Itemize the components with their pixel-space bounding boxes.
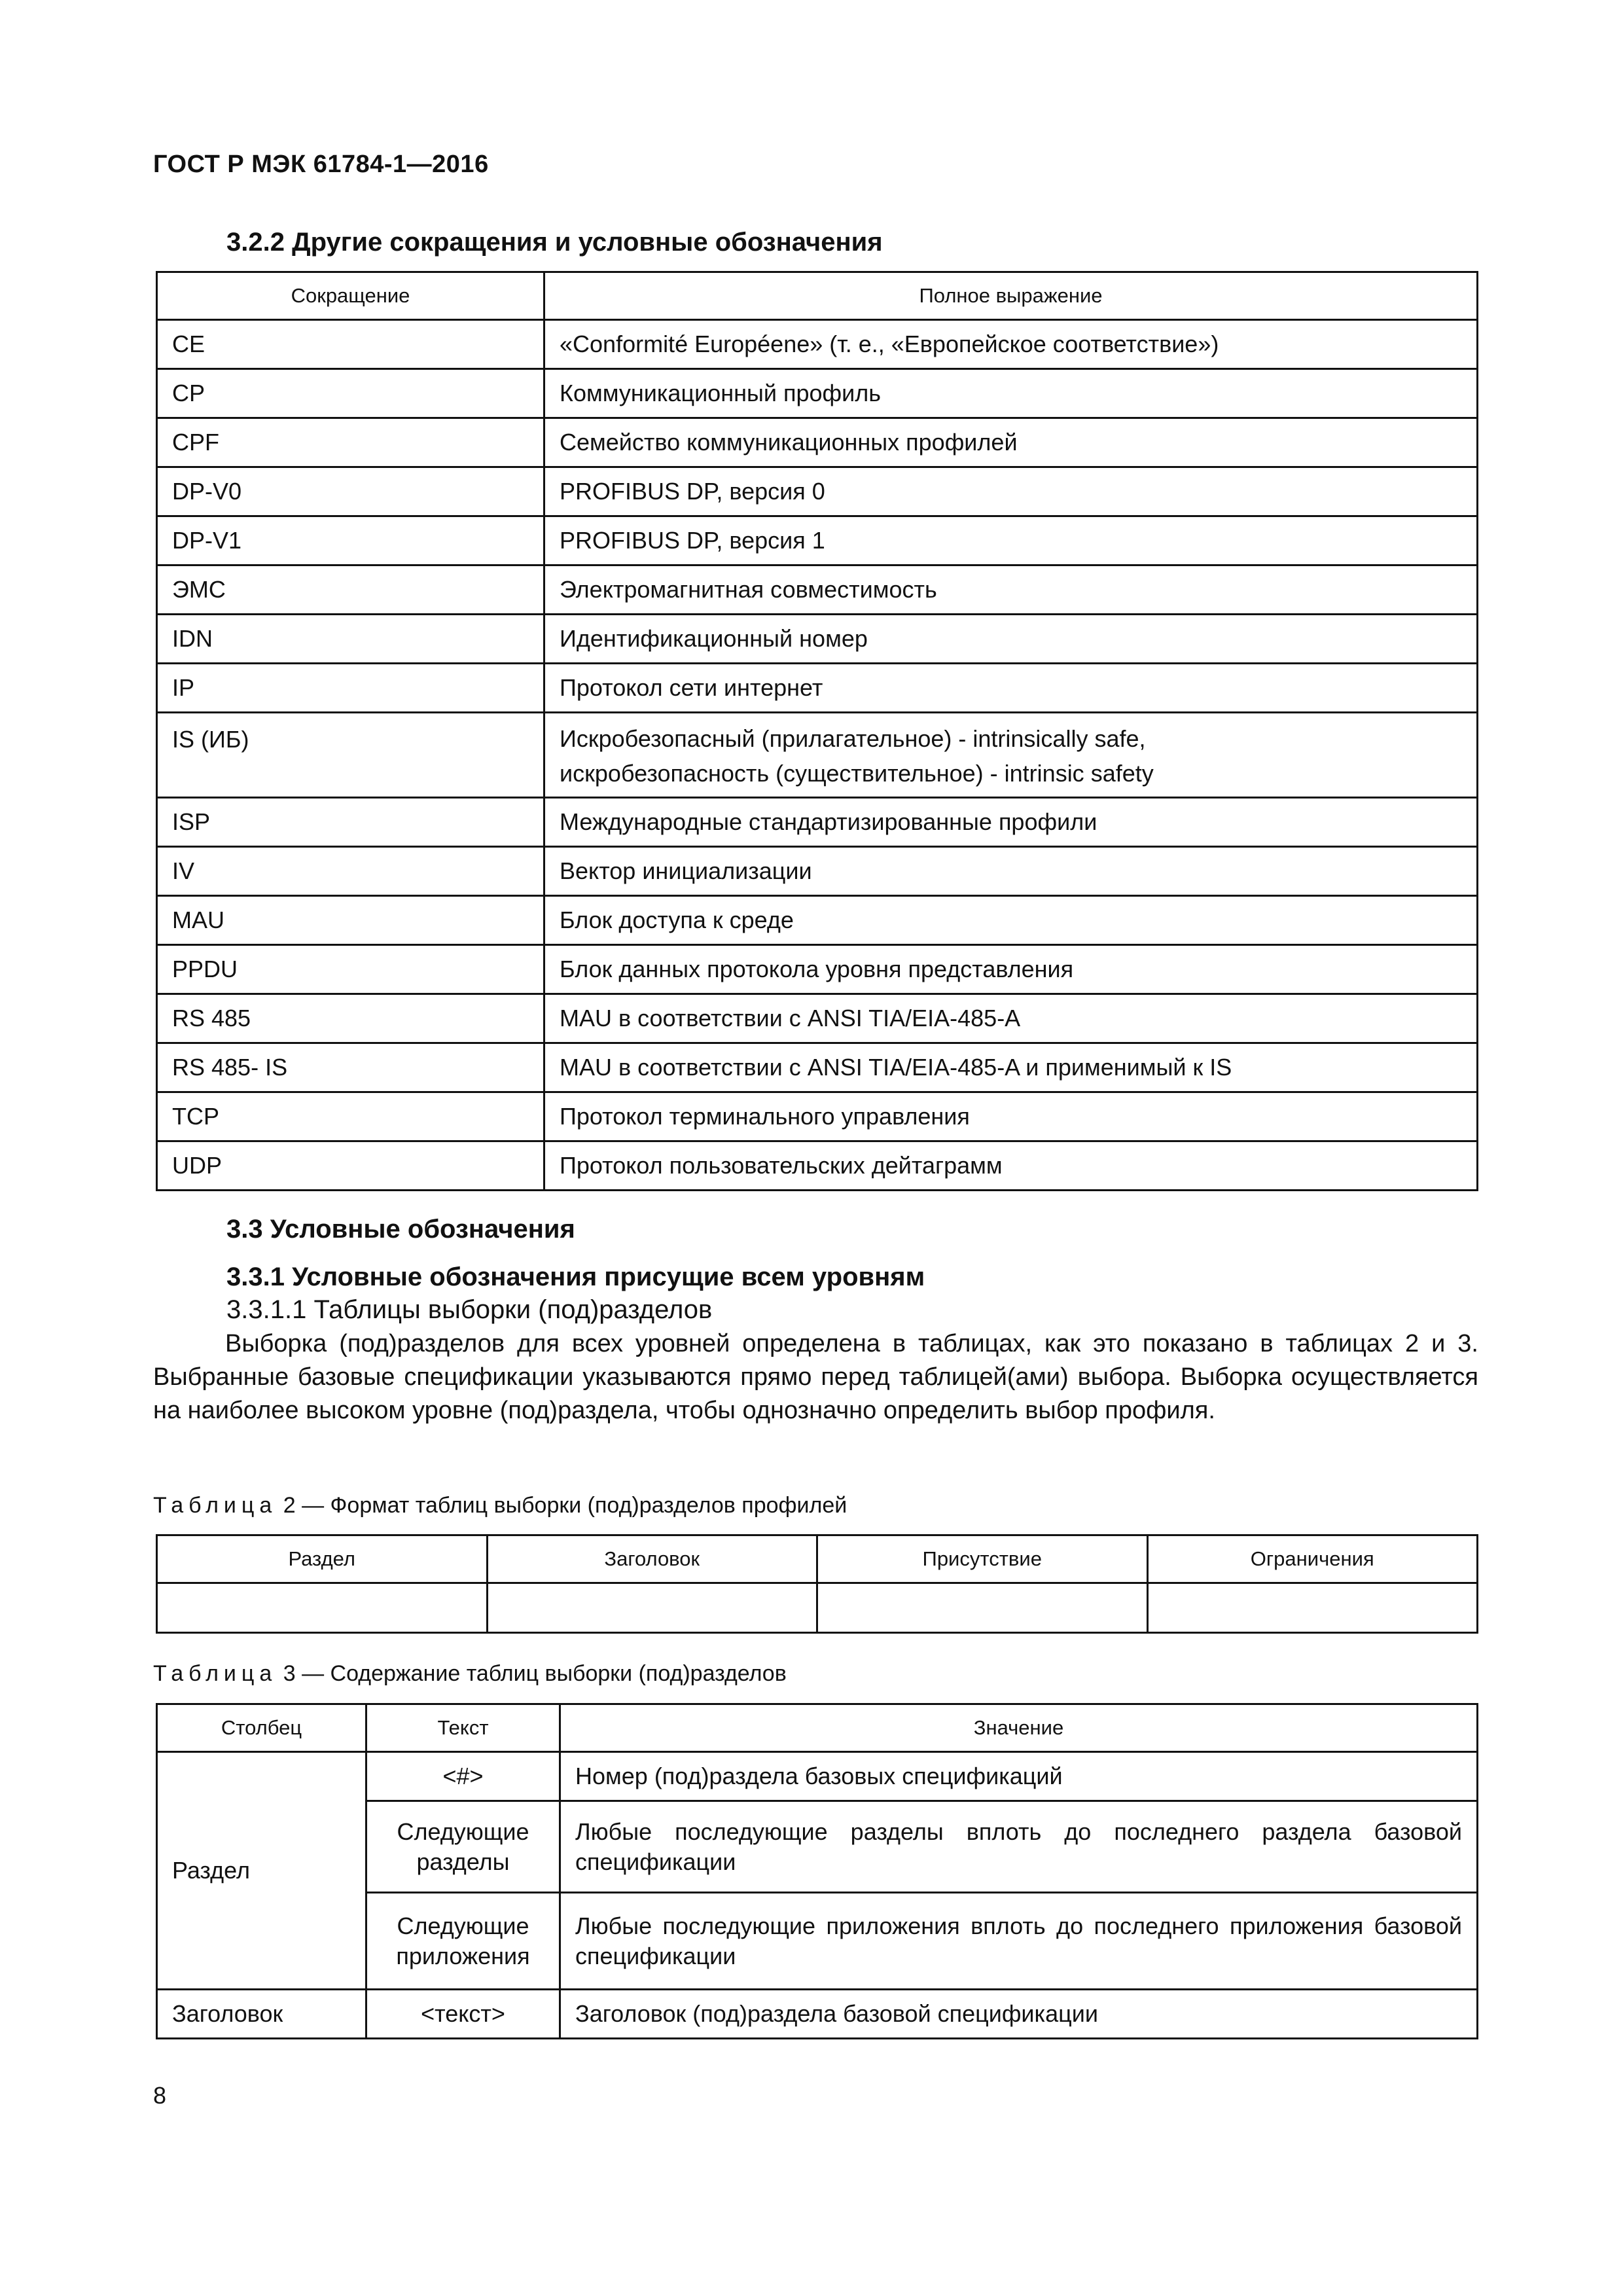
full-cell: «Conformité Européene» (т. е., «Европейское соответствие») (544, 320, 1478, 369)
abbreviations-table (156, 271, 1478, 1191)
table-row (157, 896, 1478, 945)
abbr-cell: ISP (157, 798, 544, 847)
abbr-cell: IP (157, 664, 544, 713)
document-header: ГОСТ Р МЭК 61784-1—2016 (153, 151, 489, 178)
column-cell: Раздел (157, 1752, 366, 1990)
table-row (157, 467, 1478, 516)
table-row (157, 945, 1478, 994)
table3-caption (153, 1661, 787, 1687)
caption-word: Таблица (153, 1493, 277, 1518)
abbr-cell: PPDU (157, 945, 544, 994)
abbr-cell: RS 485- IS (157, 1043, 544, 1092)
table-row (157, 713, 1478, 798)
abbr-cell: IV (157, 847, 544, 896)
table-row (157, 615, 1478, 664)
abbr-cell: IS (ИБ) (157, 713, 544, 798)
column-header: Значение (560, 1704, 1478, 1752)
abbr-cell: CPF (157, 418, 544, 467)
table-row (157, 798, 1478, 847)
profile-selection-format-table (156, 1534, 1478, 1634)
table-row (157, 516, 1478, 565)
column-header: Столбец (157, 1704, 366, 1752)
caption-word: Таблица (153, 1661, 277, 1686)
empty-cell (487, 1583, 817, 1633)
table-row (157, 664, 1478, 713)
text-cell: Следующие приложения (366, 1893, 560, 1990)
full-cell: Электромагнитная совместимость (544, 565, 1478, 615)
section-3311-title: 3.3.1.1 Таблицы выборки (под)разделов (226, 1295, 713, 1324)
caption-text: 3 — Содержание таблиц выборки (под)разделов (277, 1661, 787, 1686)
table-row (157, 1043, 1478, 1092)
full-cell: Вектор инициализации (544, 847, 1478, 896)
table-row (157, 418, 1478, 467)
table-header-row (157, 272, 1478, 320)
full-cell: Протокол сети интернет (544, 664, 1478, 713)
text-cell: <текст> (366, 1990, 560, 2039)
abbr-cell: ЭМС (157, 565, 544, 615)
section-331-title: 3.3.1 Условные обозначения присущие всем уровням (226, 1263, 925, 1291)
abbr-cell: UDP (157, 1141, 544, 1191)
abbr-cell: IDN (157, 615, 544, 664)
column-header: Полное выражение (544, 272, 1478, 320)
abbr-cell: CP (157, 369, 544, 418)
abbr-cell: DP-V0 (157, 467, 544, 516)
empty-cell (817, 1583, 1148, 1633)
full-cell: PROFIBUS DP, версия 1 (544, 516, 1478, 565)
full-cell: Блок доступа к среде (544, 896, 1478, 945)
table-row (157, 1141, 1478, 1191)
text-cell: Следующие разделы (366, 1801, 560, 1893)
value-cell: Номер (под)раздела базовых спецификаций (560, 1752, 1478, 1801)
full-cell: Коммуникационный профиль (544, 369, 1478, 418)
table-row (157, 847, 1478, 896)
abbr-cell: DP-V1 (157, 516, 544, 565)
caption-text: 2 — Формат таблиц выборки (под)разделов профилей (277, 1493, 847, 1518)
column-header: Присутствие (817, 1535, 1148, 1583)
abbr-cell: MAU (157, 896, 544, 945)
full-cell: Международные стандартизированные профили (544, 798, 1478, 847)
column-header: Раздел (157, 1535, 488, 1583)
table-row (157, 369, 1478, 418)
column-header: Текст (366, 1704, 560, 1752)
table-row (157, 320, 1478, 369)
full-cell-line: Искробезопасный (прилагательное) - intrinsically safe, (560, 725, 1146, 753)
section-322-title: 3.2.2 Другие сокращения и условные обозначения (226, 228, 883, 257)
full-cell: PROFIBUS DP, версия 0 (544, 467, 1478, 516)
table2-caption (153, 1493, 847, 1518)
value-cell: Любые последующие разделы вплоть до последнего раздела базовой спецификации (560, 1801, 1478, 1893)
body-paragraph (153, 1327, 1478, 1427)
abbr-cell: RS 485 (157, 994, 544, 1043)
paragraph-text: Выборка (под)разделов для всех уровней определена в таблицах, как это показано в таблицах 2 и 3. Выбранные базовые спецификации указываются прямо перед таблицей(ами) выбора. Выборка осуществляется на наиболее высоком уровне (под)раздела, чтобы однозначно определить выбор профиля. (153, 1330, 1478, 1424)
page-number: 8 (153, 2082, 167, 2109)
full-cell (544, 713, 1478, 798)
column-header: Заголовок (487, 1535, 817, 1583)
full-cell: Протокол пользовательских дейтаграмм (544, 1141, 1478, 1191)
value-cell: Заголовок (под)раздела базовой спецификации (560, 1990, 1478, 2039)
table-row (157, 994, 1478, 1043)
selection-table-contents (156, 1703, 1478, 2039)
table-header-row (157, 1704, 1478, 1752)
text-cell: <#> (366, 1752, 560, 1801)
table-row (157, 1990, 1478, 2039)
empty-cell (157, 1583, 488, 1633)
column-header: Сокращение (157, 272, 544, 320)
table-row (157, 1583, 1478, 1633)
column-header: Ограничения (1147, 1535, 1478, 1583)
value-cell: Любые последующие приложения вплоть до последнего приложения базовой спецификации (560, 1893, 1478, 1990)
full-cell: Семейство коммуникационных профилей (544, 418, 1478, 467)
table-row (157, 565, 1478, 615)
full-cell: Протокол терминального управления (544, 1092, 1478, 1141)
full-cell: MAU в соответствии с ANSI TIA/EIA-485-A (544, 994, 1478, 1043)
abbr-cell: CE (157, 320, 544, 369)
column-cell: Заголовок (157, 1990, 366, 2039)
abbr-cell: TCP (157, 1092, 544, 1141)
table-row (157, 1752, 1478, 1801)
full-cell: Идентификационный номер (544, 615, 1478, 664)
table-header-row (157, 1535, 1478, 1583)
empty-cell (1147, 1583, 1478, 1633)
full-cell: MAU в соответствии с ANSI TIA/EIA-485-A и применимый к IS (544, 1043, 1478, 1092)
full-cell-line: искробезопасность (существительное) - intrinsic safety (560, 759, 1154, 787)
full-cell: Блок данных протокола уровня представления (544, 945, 1478, 994)
section-33-title: 3.3 Условные обозначения (226, 1215, 575, 1244)
table-row (157, 1092, 1478, 1141)
